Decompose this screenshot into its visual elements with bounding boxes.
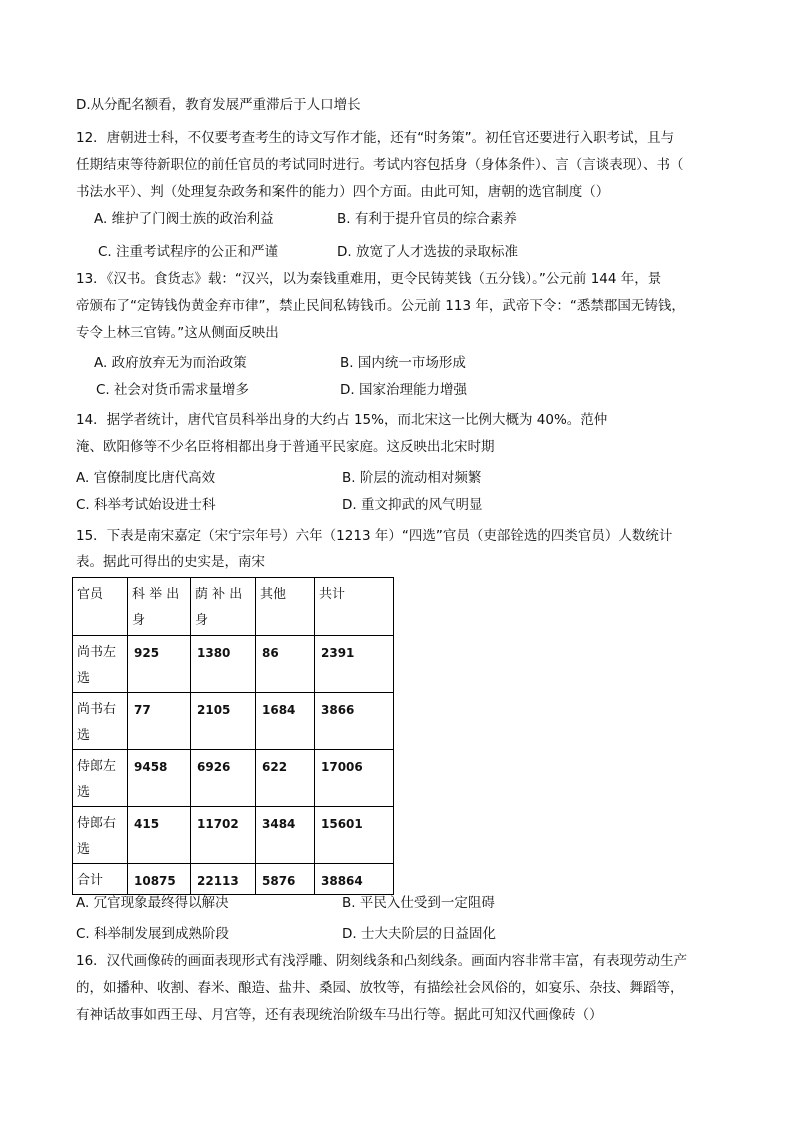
table-cell: 622 <box>256 750 315 807</box>
q14-option-a: A. 官僚制度比唐代高效 <box>76 470 216 486</box>
q15-option-c: C. 科举制发展到成熟阶段 <box>76 926 230 942</box>
table-cell: 5876 <box>256 864 315 895</box>
q12-stem-line-3: 书法水平）、判（处理复杂政务和案件的能力）四个方面。由此可知，唐朝的选官制度（） <box>76 184 610 200</box>
q14-option-c: C. 科举考试始设进士科 <box>76 497 216 513</box>
q13-stem-line-2: 帝颁布了“定铸钱伪黄金弃市律”，禁止民间私铸钱币。公元前 113 年，武帝下令：“悉禁郡国无铸钱， <box>76 298 685 314</box>
table-row <box>73 750 394 807</box>
table-row <box>73 636 394 693</box>
q15-option-d: D. 士大夫阶层的日益固化 <box>342 926 496 942</box>
table-cell: 1380 <box>191 636 256 693</box>
q12-stem-line-1: 12．唐朝进士科，不仅要考查考生的诗文写作才能，还有“时务策”。初任官还要进行入职考试，且与 <box>76 130 675 146</box>
q13-stem-line-3: 专令上林三官铸。”这从侧面反映出 <box>76 325 279 341</box>
table-cell: 415 <box>128 807 191 864</box>
table-cell: 77 <box>128 693 191 750</box>
table-cell: 11702 <box>191 807 256 864</box>
q12-stem-line-2: 任期结束等待新职位的前任官员的考试同时进行。考试内容包括身（身体条件）、言（言谈表现）、书（ <box>76 157 684 173</box>
q11-option-d: D.从分配名额看，教育发展严重滞后于人口增长 <box>76 97 361 113</box>
q14-option-b: B. 阶层的流动相对频繁 <box>342 470 482 486</box>
q13-option-b: B. 国内统一市场形成 <box>340 355 466 371</box>
header-cell: 荫 补 出 身 <box>191 578 256 636</box>
table-cell: 15601 <box>315 807 394 864</box>
table-cell: 6926 <box>191 750 256 807</box>
table-cell: 2391 <box>315 636 394 693</box>
table-cell: 925 <box>128 636 191 693</box>
q16-stem-line-3: 有神话故事如西王母、月宫等，还有表现统治阶级车马出行等。据此可知汉代画像砖（） <box>76 1007 603 1023</box>
table-cell: 3484 <box>256 807 315 864</box>
q15-stem-line-2: 表。据此可得出的史实是，南宋 <box>76 554 265 570</box>
table-cell: 2105 <box>191 693 256 750</box>
table-cell: 38864 <box>315 864 394 895</box>
header-cell: 科 举 出 身 <box>128 578 191 636</box>
header-cell: 官员 <box>73 578 128 636</box>
q12-option-b: B. 有利于提升官员的综合素养 <box>337 211 517 227</box>
table-cell: 22113 <box>191 864 256 895</box>
q15-option-a: A. 冗官现象最终得以解决 <box>76 895 229 911</box>
row-label-cell: 尚书左 选 <box>73 636 128 693</box>
row-label-cell: 侍郎右 选 <box>73 807 128 864</box>
q12-option-a: A. 维护了门阀士族的政治利益 <box>94 211 274 227</box>
q13-option-a: A. 政府放弃无为而治政策 <box>94 355 247 371</box>
table-cell: 3866 <box>315 693 394 750</box>
row-label-cell: 合计 <box>73 864 128 895</box>
row-label-cell: 尚书右 选 <box>73 693 128 750</box>
table-row <box>73 807 394 864</box>
table-cell: 17006 <box>315 750 394 807</box>
q13-option-d: D. 国家治理能力增强 <box>340 382 467 398</box>
q13-option-c: C. 社会对货币需求量增多 <box>96 382 250 398</box>
q14-stem-line-2: 淹、欧阳修等不少名臣将相都出身于普通平民家庭。这反映出北宋时期 <box>76 439 495 455</box>
table-cell: 86 <box>256 636 315 693</box>
q16-stem-line-1: 16．汉代画像砖的画面表现形式有浅浮雕、阴刻线条和凸刻线条。画面内容非常丰富，有表现劳动生产 <box>76 953 688 969</box>
q15-stem-line-1: 15．下表是南宋嘉定（宋宁宗年号）六年（1213 年）“四选”官员（吏部铨选的四类官员）人数统计 <box>76 528 673 544</box>
table-row <box>73 693 394 750</box>
q12-option-d: D. 放宽了人才选拔的录取标准 <box>337 244 518 260</box>
q14-option-d: D. 重文抑武的风气明显 <box>342 497 483 513</box>
row-label-cell: 侍郎左 选 <box>73 750 128 807</box>
table-total-row <box>73 864 394 895</box>
q13-stem-line-1: 13．《汉书。食货志》载：“汉兴，以为秦钱重难用，更令民铸荚钱（五分钱）。”公元前 144 年，景 <box>76 271 662 287</box>
header-cell: 共计 <box>315 578 394 636</box>
q16-stem-line-2: 的，如播种、收割、舂米、酿造、盐井、桑园、放牧等，有描绘社会风俗的，如宴乐、杂技、舞蹈等， <box>76 980 684 996</box>
header-cell: 其他 <box>256 578 315 636</box>
table-cell: 9458 <box>128 750 191 807</box>
q15-option-b: B. 平民入仕受到一定阻碍 <box>342 895 495 911</box>
table-cell: 10875 <box>128 864 191 895</box>
q14-stem-line-1: 14．据学者统计，唐代官员科举出身的大约占 15%，而北宋这一比例大概为 40%。范仲 <box>76 412 608 428</box>
q12-option-c: C. 注重考试程序的公正和严谨 <box>98 244 279 260</box>
table-header-row <box>73 578 394 636</box>
officials-statistics-table <box>72 577 394 895</box>
table-cell: 1684 <box>256 693 315 750</box>
